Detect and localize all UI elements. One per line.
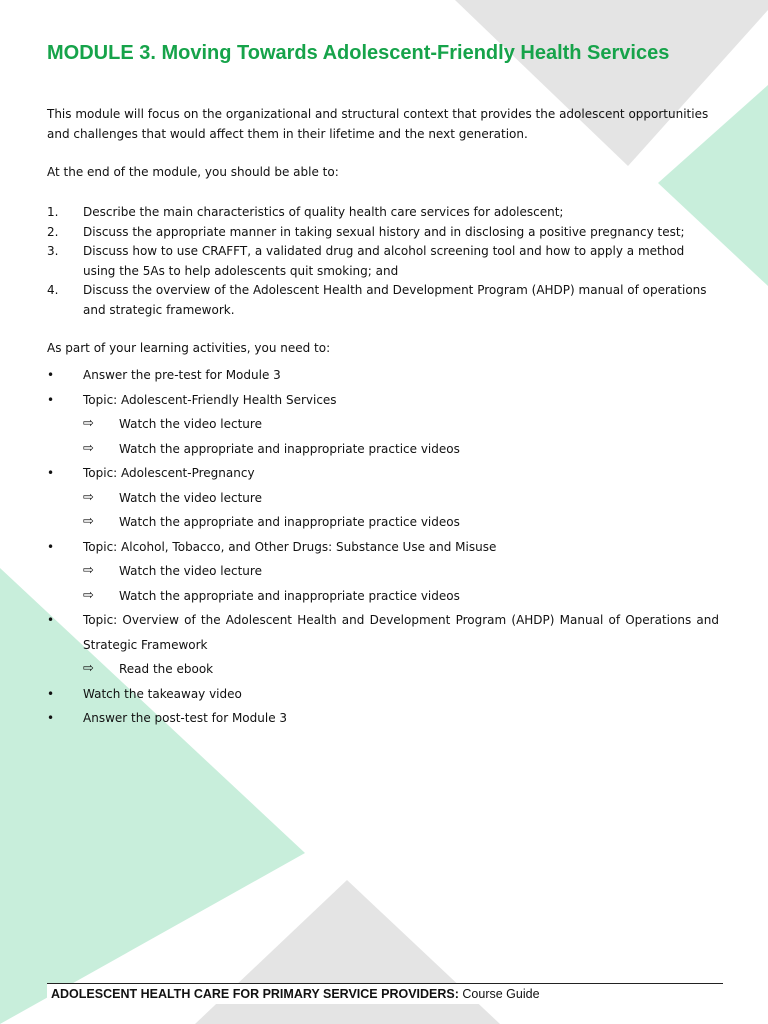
activities-list: [47, 363, 719, 731]
activity-item: [47, 608, 719, 657]
activity-text: Answer the pre-test for Module 3: [83, 368, 281, 382]
objective-number: 2.: [47, 224, 59, 239]
bullet-icon: •: [47, 539, 55, 554]
activity-text: Topic: Adolescent-Pregnancy: [83, 466, 255, 480]
bullet-icon: •: [47, 392, 55, 407]
activity-subitem: [47, 412, 719, 437]
activity-item: [47, 363, 719, 388]
activities-lead: As part of your learning activities, you need to:: [47, 341, 331, 355]
bullet-icon: •: [47, 466, 55, 480]
objectives-list: [47, 203, 719, 320]
subitem-text: Watch the appropriate and inappropriate practice videos: [119, 441, 460, 456]
objective-number: 1.: [47, 205, 59, 219]
page-footer: [47, 983, 723, 1004]
intro-paragraph: This module will focus on the organizational and structural context that provides the adolescent opportunities and challenges that would affect them in their lifetime and the next generation.: [47, 107, 709, 141]
objective-item: [47, 223, 719, 243]
subitem-text: Watch the video lecture: [119, 564, 262, 578]
footer-course-title: ADOLESCENT HEALTH CARE FOR PRIMARY SERVICE PROVIDERS:: [51, 987, 459, 1001]
activity-text: Answer the post-test for Module 3: [83, 711, 288, 725]
activity-item: [47, 535, 719, 560]
activity-item: [47, 682, 719, 707]
bullet-icon: •: [47, 368, 55, 382]
activity-item: [47, 706, 719, 731]
bullet-icon: •: [47, 686, 55, 701]
arrow-icon: ⇨: [83, 489, 94, 505]
objective-text: Discuss the overview of the Adolescent Health and Development Program (AHDP) manual of operations and strategic framework.: [83, 283, 707, 317]
activity-subitem: [47, 486, 719, 511]
activity-item: [47, 388, 719, 413]
subitem-text: Watch the video lecture: [119, 490, 262, 505]
bullet-icon: •: [47, 613, 55, 627]
subitem-text: Watch the appropriate and inappropriate practice videos: [119, 588, 460, 603]
subitem-text: Read the ebook: [119, 662, 214, 676]
subitem-text: Watch the appropriate and inappropriate practice videos: [119, 515, 460, 529]
activity-item: [47, 461, 719, 486]
activity-subitem: [47, 510, 719, 535]
objectives-lead: At the end of the module, you should be able to:: [47, 165, 339, 179]
arrow-icon: ⇨: [83, 563, 94, 578]
arrow-icon: ⇨: [83, 440, 94, 456]
objective-text: Describe the main characteristics of quality health care services for adolescent;: [83, 205, 564, 219]
arrow-icon: ⇨: [83, 661, 94, 676]
objective-item: [47, 281, 719, 320]
subitem-text: Watch the video lecture: [119, 417, 262, 431]
objective-number: 3.: [47, 244, 59, 258]
objective-item: [47, 203, 719, 223]
activity-text: Topic: Adolescent-Friendly Health Services: [83, 392, 337, 407]
arrow-icon: ⇨: [83, 514, 94, 529]
activity-text: Topic: Overview of the Adolescent Health and Development Program (AHDP) Manual of Operations and Strategic Framework: [83, 613, 719, 652]
activity-subitem: [47, 657, 719, 682]
objective-text: Discuss the appropriate manner in taking sexual history and in disclosing a positive pregnancy test;: [83, 224, 685, 239]
arrow-icon: ⇨: [83, 587, 94, 603]
arrow-icon: ⇨: [83, 416, 94, 431]
activity-subitem: [47, 559, 719, 584]
activity-text: Watch the takeaway video: [83, 686, 242, 701]
activity-subitem: [47, 584, 719, 609]
bullet-icon: •: [47, 711, 55, 725]
page-title: MODULE 3. Moving Towards Adolescent-Friendly Health Services: [47, 42, 670, 64]
activity-subitem: [47, 437, 719, 462]
objective-item: [47, 242, 719, 281]
objective-number: 4.: [47, 283, 59, 297]
objective-text: Discuss how to use CRAFFT, a validated drug and alcohol screening tool and how to apply a method using the 5As to help adolescents quit smoking; and: [83, 244, 685, 278]
footer-course-guide: Course Guide: [462, 987, 540, 1001]
activity-text: Topic: Alcohol, Tobacco, and Other Drugs: Substance Use and Misuse: [83, 539, 497, 554]
